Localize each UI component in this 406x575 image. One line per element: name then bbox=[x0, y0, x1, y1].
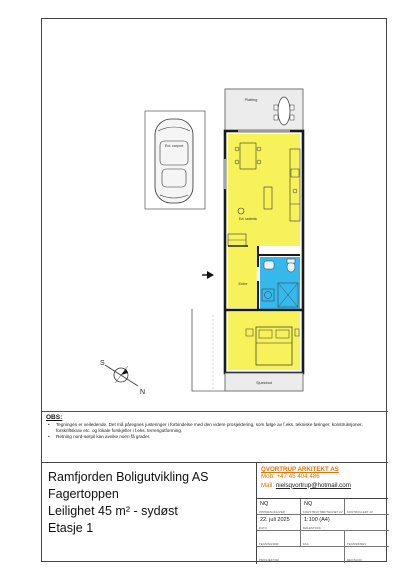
title-row bbox=[257, 499, 389, 515]
title-cell: NQ OPPDRAGSGIVER bbox=[257, 499, 301, 515]
firm-name: QVORTRUP ARKITEKT AS bbox=[261, 466, 339, 473]
compass-north-label: N bbox=[140, 389, 146, 396]
floor-plan bbox=[42, 19, 388, 411]
bedroom-area bbox=[228, 312, 300, 370]
compass-icon bbox=[105, 365, 138, 386]
storage-label: Sjuesbod bbox=[256, 381, 272, 385]
title-block-grid bbox=[257, 499, 389, 564]
title-cell: REVISJON bbox=[347, 558, 362, 562]
title-cell: TEGNNR/REV bbox=[347, 542, 367, 546]
title-row bbox=[257, 515, 389, 531]
carport-label: Evt. carport bbox=[164, 144, 184, 148]
title-cell: FAG bbox=[301, 531, 345, 547]
sink-icon bbox=[264, 261, 274, 269]
note-item: • Retning nord-sørpil kan avvike noen få grader. bbox=[46, 434, 384, 440]
scale-cell: 1:100 (A4) MÅLESTOKK bbox=[303, 517, 330, 530]
project-info bbox=[48, 469, 248, 537]
platting-label: Platting bbox=[244, 98, 258, 102]
notes-title: OBS: bbox=[46, 414, 63, 421]
title-block bbox=[42, 462, 388, 563]
entry-area bbox=[228, 246, 258, 308]
phone-value: +47 45 404 486 bbox=[276, 473, 320, 480]
firm-mail bbox=[261, 482, 384, 491]
project-name: Fagertoppen bbox=[48, 487, 119, 501]
unit-description: Leilighet 45 m² - sydøst bbox=[48, 504, 178, 518]
mail-link[interactable]: nielsqvortrup@hotmail.com bbox=[275, 481, 351, 489]
toilet-icon bbox=[287, 259, 295, 272]
drawing-sheet bbox=[41, 18, 387, 562]
title-cell: NQ KONSTRUKTØR/TEGNET AV bbox=[301, 499, 345, 515]
notes-list bbox=[46, 422, 384, 439]
client-name: Ramfjorden Boligutvikling AS bbox=[48, 470, 209, 484]
date-cell: 22. juli 2025 DATO bbox=[257, 515, 301, 531]
title-row bbox=[257, 547, 389, 563]
note-item: • Tegningen er veiledende. Det må påregnes justeringer i forbindelse med den videre prosjektering, som følge av f.eks. tekniske føringer, konstruksjoner, forskriftskrav etc. og lokale forskjeller i f.eks. terrengutforming. bbox=[46, 422, 384, 434]
car-icon bbox=[155, 119, 193, 203]
mail-label: Mail: bbox=[261, 481, 275, 489]
firm-phone bbox=[261, 473, 384, 482]
title-cell: PROSJEKTNR bbox=[257, 547, 345, 563]
entrance-arrow-icon bbox=[202, 271, 214, 279]
phone-label: Mob: bbox=[261, 473, 275, 480]
architect-block bbox=[256, 463, 388, 564]
floor-plan-drawing bbox=[42, 19, 388, 411]
title-cell: KONTROLLERT AV bbox=[347, 510, 374, 514]
architect-contact bbox=[257, 463, 388, 499]
living-label: Evt. sederisk bbox=[238, 217, 258, 221]
terrain-line bbox=[192, 309, 225, 391]
floor-level: Etasje 1 bbox=[48, 521, 94, 535]
title-cell: TEGNINGSNR. bbox=[257, 531, 301, 547]
compass-south-label: S bbox=[100, 360, 105, 367]
entry-label: Entre bbox=[238, 282, 248, 286]
title-row bbox=[257, 531, 389, 547]
